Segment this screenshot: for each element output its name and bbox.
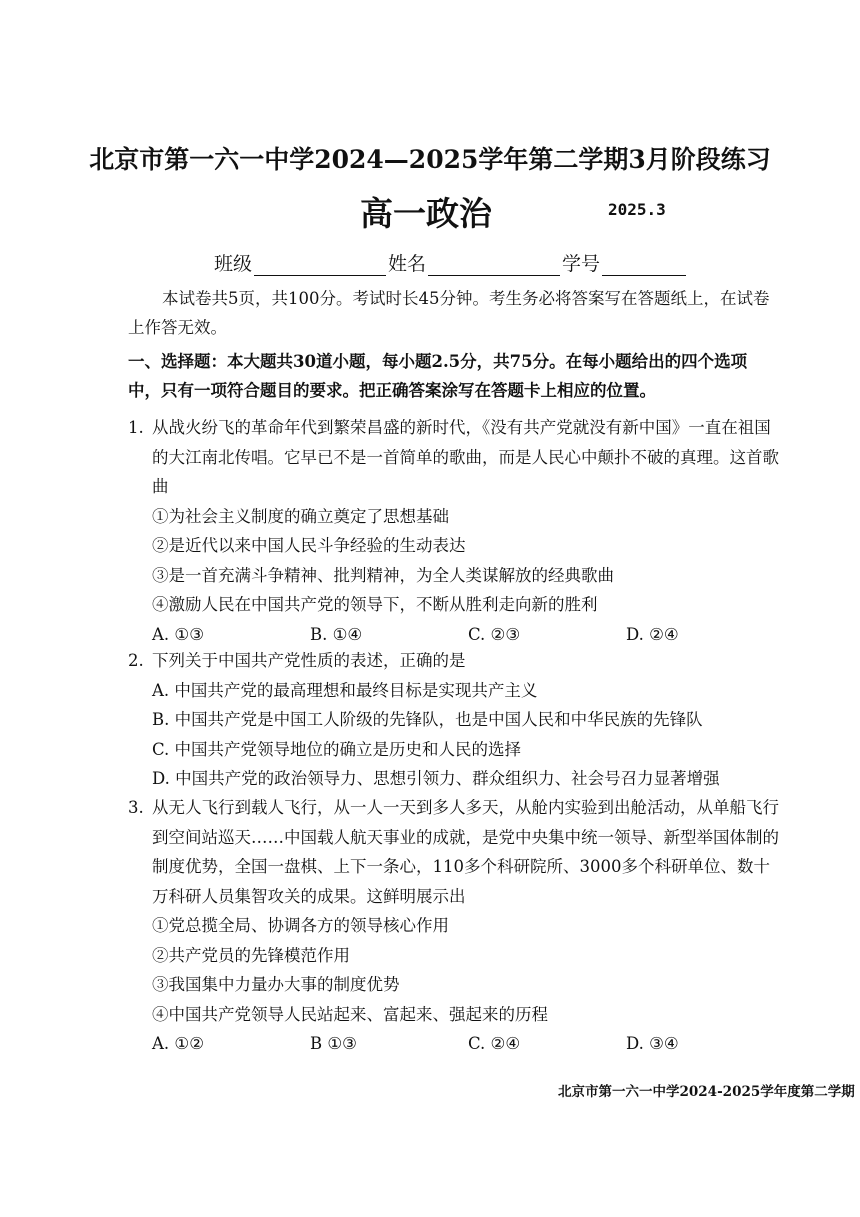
id-blank [602,255,686,276]
statement-3: ③是一首充满斗争精神、批判精神，为全人类谋解放的经典歌曲 [152,565,614,585]
statement-1: ①党总揽全局、协调各方的领导核心作用 [152,916,449,935]
statement-4: ④激励人民在中国共产党的领导下，不断从胜利走向新的胜利 [152,595,598,614]
statement-3: ③我国集中力量办大事的制度优势 [152,975,400,994]
statement-1: ①为社会主义制度的确立奠定了思想基础 [152,506,449,526]
instructions: 本试卷共5页，共100分。考试时长45分钟。考生务必将答案写在答题纸上，在试卷上作答无效。 [128,289,770,337]
option-b: B ①③ [310,1034,357,1053]
option-a: A. ①② [152,1034,204,1053]
option-c: C. ②③ [468,624,521,644]
choice-c: C. 中国共产党领导地位的确立是历史和人民的选择 [152,739,522,759]
question-2 [128,646,784,794]
statement-4: ④中国共产党领导人民站起来、富起来、强起来的历程 [152,1004,548,1024]
choice-b: B. 中国共产党是中国工人阶级的先锋队，也是中国人民和中华民族的先锋队 [152,710,703,729]
statement-2: ②是近代以来中国人民斗争经验的生动表达 [152,536,466,555]
id-field [562,249,686,276]
question-stem: 下列关于中国共产党性质的表述，正确的是 [152,651,466,670]
exam-date: 2025.3 [608,200,666,219]
name-field [388,249,560,276]
option-d: D. ②④ [626,624,679,644]
id-label: 学号 [562,253,601,275]
choice-a: A. 中国共产党的最高理想和最终目标是实现共产主义 [152,680,538,700]
question-3 [128,793,784,1059]
question-number: 1. [128,418,144,437]
option-a: A. ①③ [152,624,204,644]
answer-options [152,620,784,650]
answer-options [152,1029,784,1059]
name-label: 姓名 [388,253,427,275]
option-b: B. ①④ [310,624,363,644]
question-1 [128,413,784,649]
section-one-heading: 一、选择题：本大题共30道小题，每小题2.5分，共75分。在每小题给出的四个选项中，只有一项符合题目的要求。把正确答案涂写在答题卡上相应的位置。 [128,352,748,400]
question-number: 3. [128,798,144,817]
exam-title: 北京市第一六一中学2024—2025学年第二学期3月阶段练习 [89,145,771,174]
question-number: 2. [128,651,144,670]
option-c: C. ②④ [468,1034,521,1053]
class-label: 班级 [214,253,253,275]
question-stem: 从无人飞行到载人飞行，从一人一天到多人多天，从舱内实验到出舱活动，从单船飞行到空间站巡天……中国载人航天事业的成就，是党中央集中统一领导、新型举国体制的制度优势，全国一盘棋、上下一条心，110多个科研院所、3000多个科研单位、数十万科研人员集智攻关的成果。这鲜明展示出 [152,798,779,906]
option-d: D. ③④ [626,1034,679,1053]
choice-d: D. 中国共产党的政治领导力、思想引领力、群众组织力、社会号召力显著增强 [152,769,720,788]
class-field [214,249,386,276]
question-stem: 从战火纷飞的革命年代到繁荣昌盛的新时代，《没有共产党就没有新中国》一直在祖国的大江南北传唱。它早已不是一首简单的歌曲，而是人民心中颠扑不破的真理。这首歌曲 [152,418,779,496]
statement-2: ②共产党员的先锋模范作用 [152,945,350,965]
class-blank [254,255,386,276]
name-blank [428,255,560,276]
subject-title: 高一政治 [360,194,492,233]
page-footer: 北京市第一六一中学2024-2025学年度第二学期 [558,1084,855,1100]
